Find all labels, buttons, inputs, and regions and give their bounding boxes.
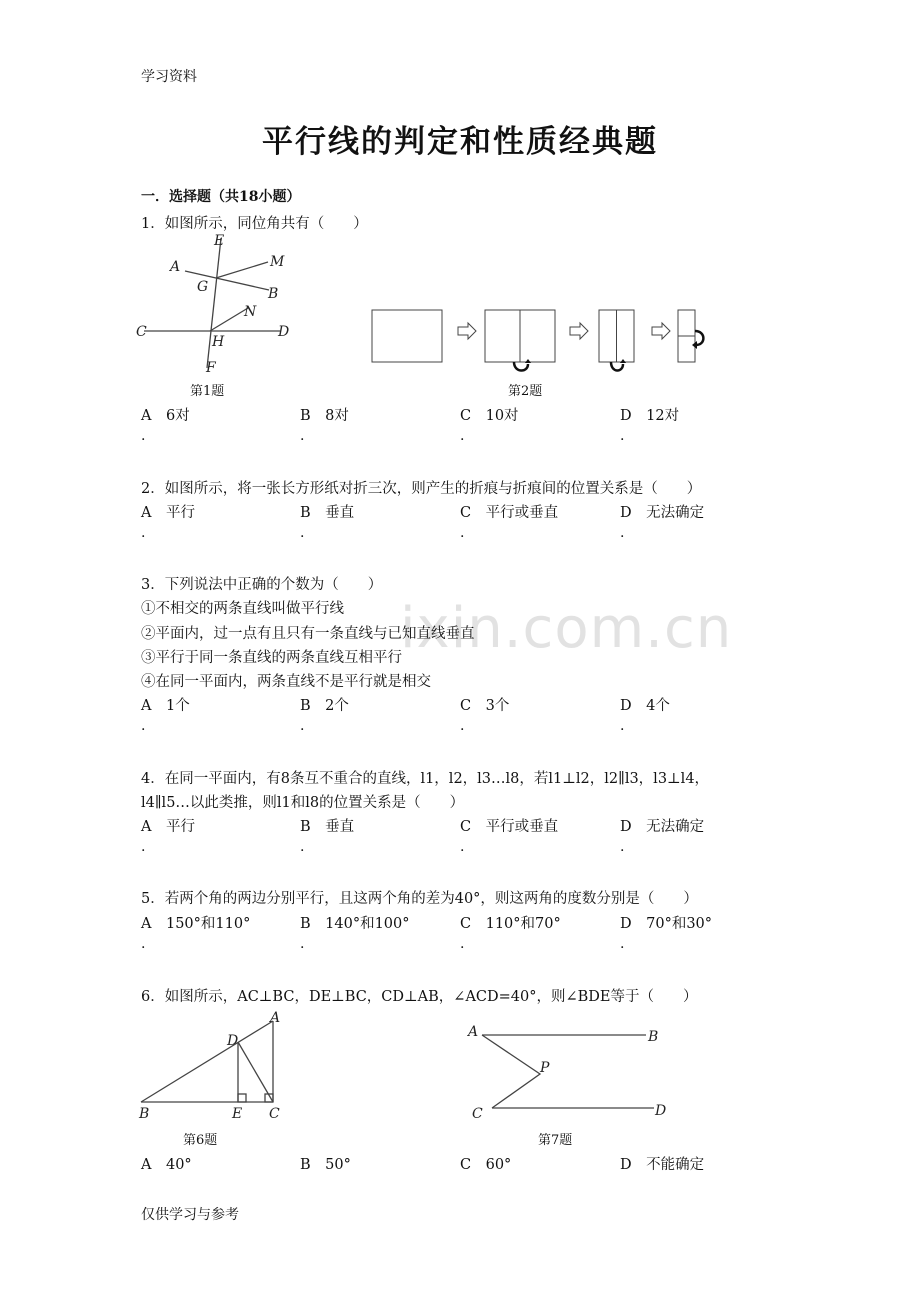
page-footer: 仅供学习与参考 xyxy=(141,1207,239,1223)
q4-option-b: B 垂直 xyxy=(300,819,355,835)
q4-option-c: C 平行或垂直 xyxy=(460,819,559,835)
option-dot: . xyxy=(141,839,146,855)
label-b: B xyxy=(139,1106,150,1122)
page-title: 平行线的判定和性质经典题 xyxy=(262,124,658,160)
q2-option-a: A 平行 xyxy=(141,505,195,521)
figure-6-caption: 第6题 xyxy=(183,1133,218,1148)
q5-option-c: C 110°和70° xyxy=(460,916,561,932)
q4-option-a: A 平行 xyxy=(141,819,195,835)
label-m: M xyxy=(270,254,285,270)
label-e: E xyxy=(214,233,225,249)
label-n: N xyxy=(244,304,257,320)
label-a: A xyxy=(170,259,181,275)
label-d: D xyxy=(278,324,290,340)
label-a: A xyxy=(270,1010,281,1026)
q3-option-c: C 3个 xyxy=(460,698,510,714)
label-a: A xyxy=(468,1024,479,1040)
question-4-line-1: 4．在同一平面内，有8条互不重合的直线，l1，l2，l3…l8，若l1⊥l2，l2∥l3，l3⊥l4， xyxy=(141,771,710,787)
figure-1-caption: 第1题 xyxy=(190,384,225,399)
ray-gm xyxy=(216,262,268,278)
q1-option-c: C 10对 xyxy=(460,408,519,424)
option-dot: . xyxy=(300,718,305,734)
option-dot: . xyxy=(620,525,625,541)
question-1-text: 1．如图所示，同位角共有（ ） xyxy=(141,216,368,232)
q2-option-d: D 无法确定 xyxy=(620,505,705,521)
option-dot: . xyxy=(141,718,146,734)
option-dot: . xyxy=(620,718,625,734)
q4-option-d: D 无法确定 xyxy=(620,819,705,835)
q5-option-d: D 70°和30° xyxy=(620,916,713,932)
label-c: C xyxy=(136,324,147,340)
q3-statement-3: ③平行于同一条直线的两条直线互相平行 xyxy=(141,650,402,666)
option-dot: . xyxy=(460,428,465,444)
label-d: D xyxy=(227,1033,239,1049)
label-c: C xyxy=(472,1106,483,1122)
option-dot: . xyxy=(620,936,625,952)
option-dot: . xyxy=(460,525,465,541)
option-dot: . xyxy=(300,525,305,541)
figure-1 xyxy=(130,232,300,377)
label-h: H xyxy=(212,334,225,350)
figure-7-caption: 第7题 xyxy=(538,1133,573,1148)
q6-option-b: B 50° xyxy=(300,1157,351,1173)
option-dot: . xyxy=(300,839,305,855)
option-dot: . xyxy=(141,936,146,952)
label-p: P xyxy=(540,1060,550,1076)
section-heading: 一．选择题（共18小题） xyxy=(141,189,301,205)
q2-option-b: B 垂直 xyxy=(300,505,355,521)
label-d: D xyxy=(655,1103,667,1119)
paper-step1 xyxy=(372,310,442,362)
option-dot: . xyxy=(620,428,625,444)
question-4-line-2: l4∥l5…以此类推，则l1和l8的位置关系是（ ） xyxy=(141,795,465,811)
q3-statement-1: ①不相交的两条直线叫做平行线 xyxy=(141,601,344,617)
q6-option-c: C 60° xyxy=(460,1157,512,1173)
q1-option-d: D 12对 xyxy=(620,408,680,424)
q5-option-b: B 140°和100° xyxy=(300,916,410,932)
label-b: B xyxy=(648,1029,659,1045)
question-2-text: 2．如图所示，将一张长方形纸对折三次，则产生的折痕与折痕间的位置关系是（ ） xyxy=(141,481,702,497)
question-3-text: 3．下列说法中正确的个数为（ ） xyxy=(141,577,383,593)
option-dot: . xyxy=(141,525,146,541)
q1-option-b: B 8对 xyxy=(300,408,349,424)
q6-option-a: A 40° xyxy=(141,1157,192,1173)
figure-2-caption: 第2题 xyxy=(508,384,543,399)
watermark: ixin.com.cn xyxy=(400,596,733,661)
question-6-text: 6．如图所示，AC⊥BC，DE⊥BC，CD⊥AB，∠ACD=40°，则∠BDE等于（ ） xyxy=(141,989,698,1005)
q6-option-d: D 不能确定 xyxy=(620,1157,705,1173)
label-e: E xyxy=(232,1106,243,1122)
option-dot: . xyxy=(460,839,465,855)
figure-7 xyxy=(462,1018,682,1123)
q3-statement-4: ④在同一平面内，两条直线不是平行就是相交 xyxy=(141,674,431,690)
q5-option-a: A 150°和110° xyxy=(141,916,251,932)
option-dot: . xyxy=(460,718,465,734)
label-c: C xyxy=(269,1106,280,1122)
q3-option-b: B 2个 xyxy=(300,698,349,714)
label-g: G xyxy=(197,279,209,295)
ray-hn xyxy=(210,308,248,331)
option-dot: . xyxy=(620,839,625,855)
figure-6 xyxy=(135,1005,295,1127)
q3-statement-2: ②平面内，过一点有且只有一条直线与已知直线垂直 xyxy=(141,626,475,642)
option-dot: . xyxy=(141,428,146,444)
label-f: F xyxy=(206,360,216,376)
label-b: B xyxy=(268,286,279,302)
q1-option-a: A 6对 xyxy=(141,408,190,424)
option-dot: . xyxy=(300,428,305,444)
question-5-text: 5．若两个角的两边分别平行，且这两个角的差为40°，则这两角的度数分别是（ ） xyxy=(141,891,698,907)
q3-option-d: D 4个 xyxy=(620,698,670,714)
option-dot: . xyxy=(460,936,465,952)
figure-2 xyxy=(370,305,720,380)
option-dot: . xyxy=(300,936,305,952)
page-header: 学习资料 xyxy=(141,69,197,85)
q3-option-a: A 1个 xyxy=(141,698,190,714)
q2-option-c: C 平行或垂直 xyxy=(460,505,559,521)
